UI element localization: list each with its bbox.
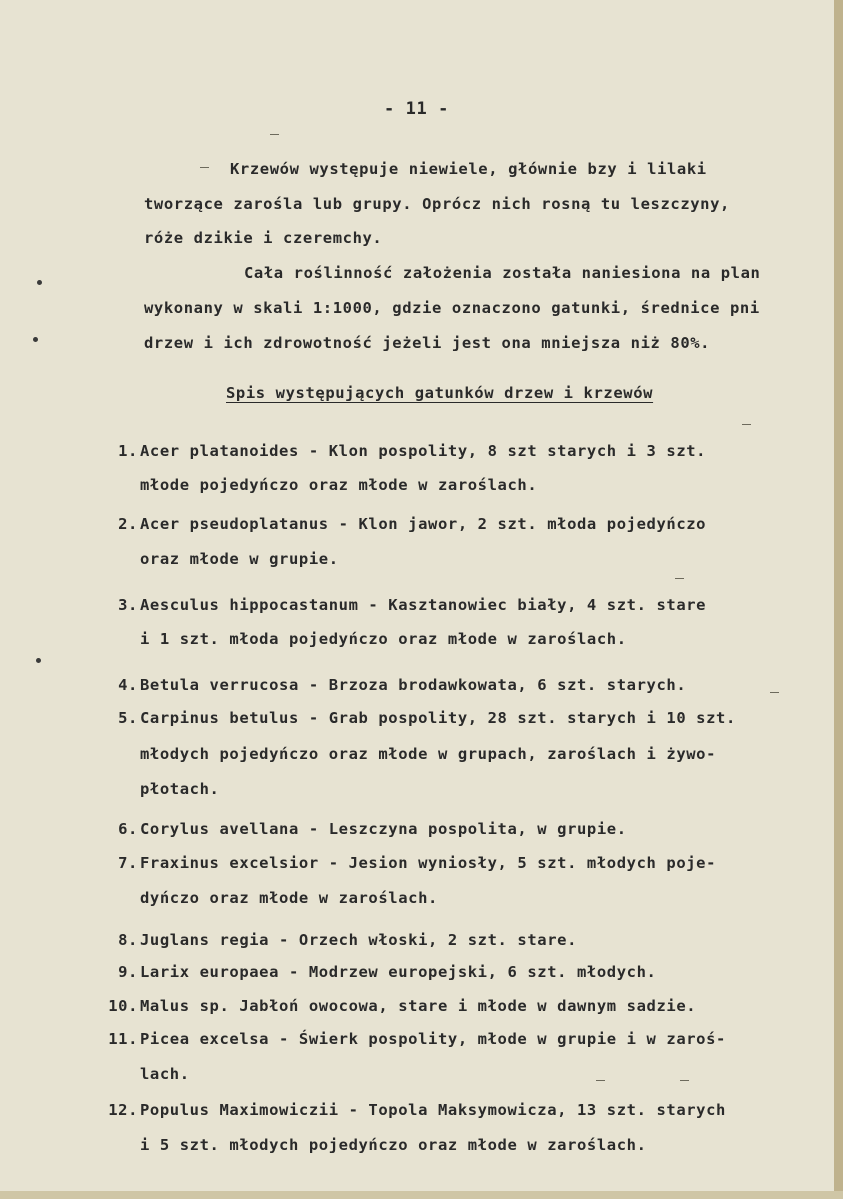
text-line: róże dzikie i czeremchy.: [144, 229, 383, 247]
page-number: - 11 -: [384, 99, 450, 119]
list-item-text: Fraxinus excelsior - Jesion wyniosły, 5 szt. młodych poje-: [140, 854, 717, 872]
list-item-number: 11.: [108, 1030, 138, 1048]
list-item-number: 6.: [118, 820, 138, 838]
list-item-number: 12.: [108, 1101, 138, 1119]
list-item-number: 5.: [118, 709, 138, 727]
stray-mark: [680, 1080, 689, 1081]
list-item-number: 3.: [118, 596, 138, 614]
punch-hole: [36, 658, 41, 663]
list-item-text: Larix europaea - Modrzew europejski, 6 szt. młodych.: [140, 963, 657, 981]
list-item-text: i 1 szt. młoda pojedyńczo oraz młode w zaroślach.: [140, 630, 627, 648]
text-line: tworzące zarośla lub grupy. Oprócz nich rosną tu leszczyny,: [144, 195, 730, 213]
list-item-number: 1.: [118, 442, 138, 460]
text-line: wykonany w skali 1:1000, gdzie oznaczono gatunki, średnice pni: [144, 299, 760, 317]
punch-hole: [33, 337, 38, 342]
list-item-text: oraz młode w grupie.: [140, 550, 339, 568]
list-item-text: Aesculus hippocastanum - Kasztanowiec biały, 4 szt. stare: [140, 596, 707, 614]
list-item-text: Acer pseudoplatanus - Klon jawor, 2 szt. młoda pojedyńczo: [140, 515, 707, 533]
text-line: Cała roślinność założenia została naniesiona na plan: [244, 264, 761, 282]
list-item-number: 10.: [108, 997, 138, 1015]
stray-mark: [675, 578, 684, 579]
list-item-text: Acer platanoides - Klon pospolity, 8 szt starych i 3 szt.: [140, 442, 707, 460]
list-item-number: 9.: [118, 963, 138, 981]
list-item-text: Juglans regia - Orzech włoski, 2 szt. stare.: [140, 931, 577, 949]
list-item-number: 4.: [118, 676, 138, 694]
list-item-number: 8.: [118, 931, 138, 949]
list-item-text: Carpinus betulus - Grab pospolity, 28 szt. starych i 10 szt.: [140, 709, 736, 727]
text-line: Krzewów występuje niewiele, głównie bzy i lilaki: [230, 160, 707, 178]
list-item-text: Betula verrucosa - Brzoza brodawkowata, 6 szt. starych.: [140, 676, 687, 694]
punch-hole: [37, 280, 42, 285]
list-item-text: młode pojedyńczo oraz młode w zaroślach.: [140, 476, 538, 494]
list-item-text: dyńczo oraz młode w zaroślach.: [140, 889, 438, 907]
stray-mark: [770, 692, 779, 693]
paper-edge-right: [834, 0, 843, 1199]
list-item-number: 2.: [118, 515, 138, 533]
stray-mark: [270, 134, 279, 135]
list-item-text: lach.: [140, 1065, 190, 1083]
list-item-text: i 5 szt. młodych pojedyńczo oraz młode w zaroślach.: [140, 1136, 647, 1154]
text-line: drzew i ich zdrowotność jeżeli jest ona mniejsza niż 80%.: [144, 334, 711, 352]
list-item-text: Corylus avellana - Leszczyna pospolita, w grupie.: [140, 820, 627, 838]
list-item-text: Populus Maximowiczii - Topola Maksymowicza, 13 szt. starych: [140, 1101, 726, 1119]
list-item-text: płotach.: [140, 780, 220, 798]
paper-edge-bottom: [0, 1191, 843, 1199]
list-item-text: młodych pojedyńczo oraz młode w grupach, zaroślach i żywo-: [140, 745, 717, 763]
list-item-text: Picea excelsa - Świerk pospolity, młode w grupie i w zaroś-: [140, 1030, 726, 1048]
section-heading: Spis występujących gatunków drzew i krzewów: [226, 384, 654, 402]
stray-mark: [200, 167, 209, 168]
list-item-number: 7.: [118, 854, 138, 872]
list-item-text: Malus sp. Jabłoń owocowa, stare i młode w dawnym sadzie.: [140, 997, 697, 1015]
stray-mark: [742, 424, 751, 425]
stray-mark: [596, 1080, 605, 1081]
